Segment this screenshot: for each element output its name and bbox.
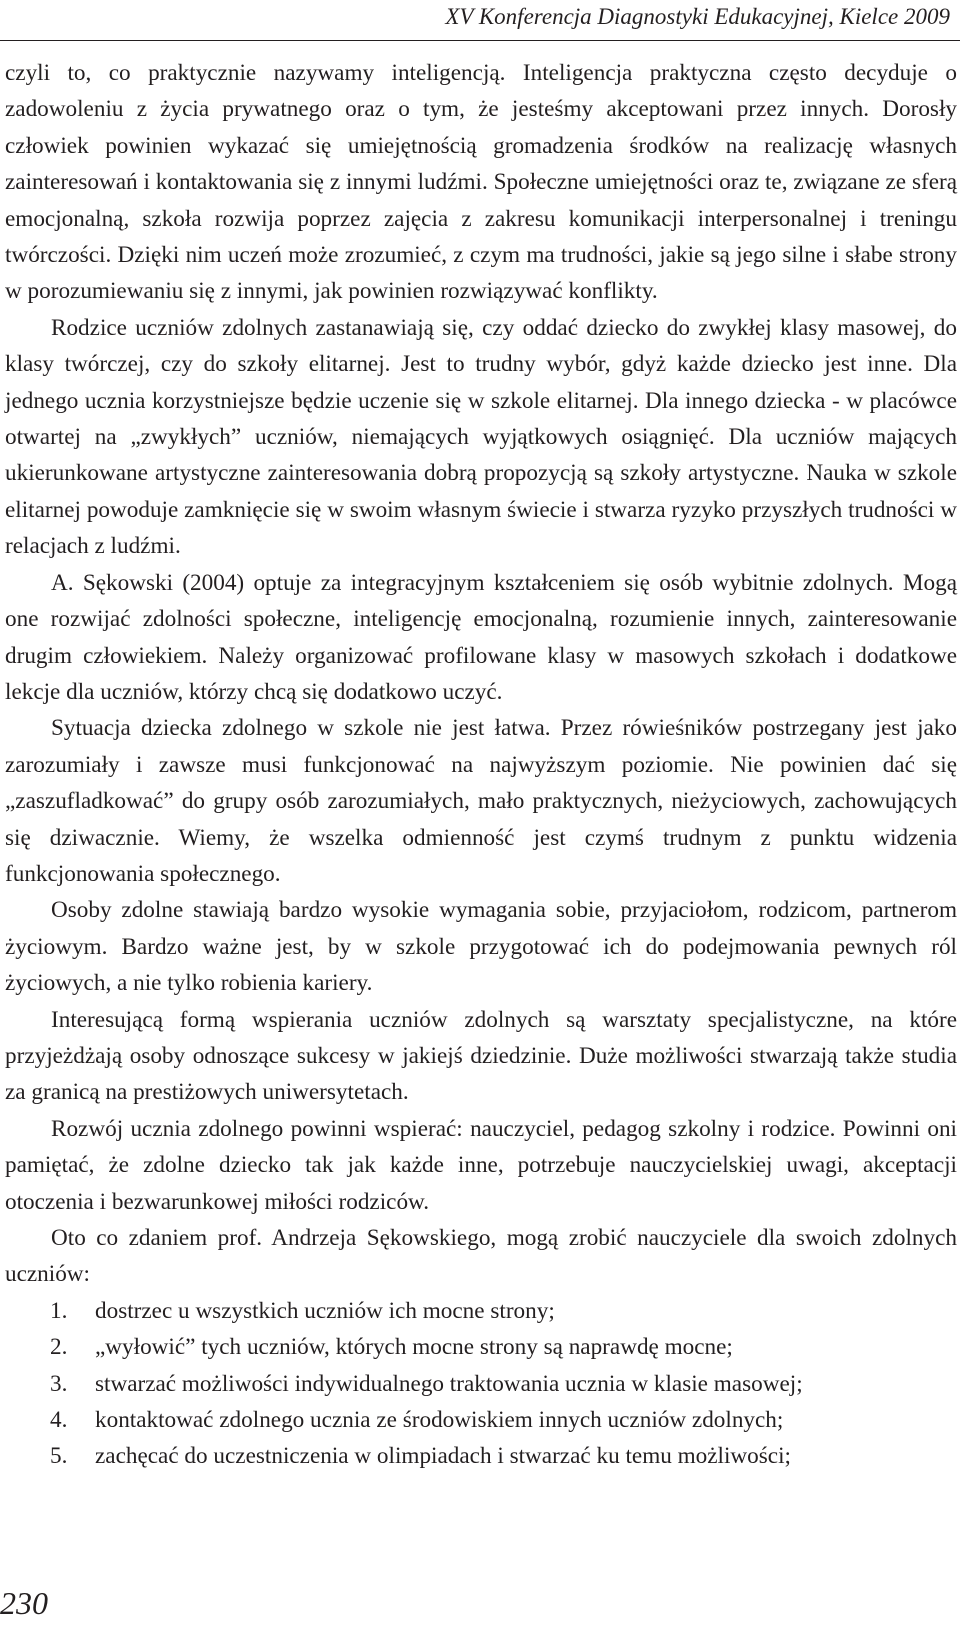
paragraph: Osoby zdolne stawiają bardzo wysokie wymagania sobie, przyjaciołom, rodzicom, partnerom życiowym. Bardzo ważne jest, by w szkole przygotować ich do podejmowania pewnych ról życiowych, a nie tylko robienia kariery. <box>5 897 957 997</box>
list-item-number: 2. <box>50 1334 68 1361</box>
paragraph: Interesującą formą wspierania uczniów zdolnych są warsztaty specjalistyczne, na które przyjeżdżają osoby odnoszące sukcesy w jakiejś dziedzinie. Duże możliwości stwarzają także studia za granicą na prestiżowych uniwersytetach. <box>5 1006 957 1106</box>
header-rule <box>0 40 960 41</box>
list-item <box>5 1329 957 1365</box>
list-item-number: 1. <box>50 1297 68 1324</box>
list-item <box>5 1402 957 1438</box>
list-item <box>5 1366 957 1402</box>
list-item-text: „wyłowić” tych uczniów, których mocne strony są naprawdę mocne; <box>95 1334 733 1361</box>
list-item-number: 4. <box>50 1407 68 1434</box>
list-item-text: zachęcać do uczestniczenia w olimpiadach i stwarzać ku temu możliwości; <box>95 1443 791 1470</box>
paragraph: czyli to, co praktycznie nazywamy inteligencją. Inteligencja praktyczna często decyduje o zadowoleniu z życia prywatnego oraz o tym, że jesteśmy akceptowani przez innych. Dorosły człowiek powinien wykazać się umiejętnością gromadzenia środków na realizację własnych zainteresowań i kontaktowania się z innymi ludźmi. Społeczne umiejętności oraz te, związane ze sferą emocjonalną, szkoła rozwija poprzez zajęcia z zakresu komunikacji interpersonalnej i treningu twórczości. Dzięki nim uczeń może zrozumieć, z czym ma trudności, jakie są jego silne i słabe strony w porozumiewaniu się z innymi, jak powinien rozwiązywać konflikty. <box>5 60 957 305</box>
running-header: XV Konferencja Diagnostyki Edukacyjnej, Kielce 2009 <box>445 4 950 29</box>
paragraph: Rodzice uczniów zdolnych zastanawiają się, czy oddać dziecko do zwykłej klasy masowej, do klasy twórczej, czy do szkoły elitarnej. Jest to trudny wybór, gdyż każde dziecko jest inne. Dla jednego ucznia korzystniejsze będzie uczenie się w szkole elitarnej. Dla innego dziecka - w placówce otwartej na „zwykłych” uczniów, niemających wyjątkowych osiągnięć. Dla uczniów mających ukierunkowane artystyczne zainteresowania dobrą propozycją są szkoły artystyczne. Nauka w szkole elitarnej powoduje zamknięcie się w swoim własnym świecie i stwarza ryzyko przyszłych trudności w relacjach z ludźmi. <box>5 314 957 560</box>
paragraph: Oto co zdaniem prof. Andrzeja Sękowskiego, mogą zrobić nauczyciele dla swoich zdolnych uczniów: <box>5 1225 957 1288</box>
numbered-list <box>5 1293 957 1475</box>
paragraph: Rozwój ucznia zdolnego powinni wspierać: nauczyciel, pedagog szkolny i rodzice. Powinni oni pamiętać, że zdolne dziecko tak jak każde inne, potrzebuje nauczycielskiej uwagi, akceptacji otoczenia i bezwarunkowej miłości rodziców. <box>5 1115 957 1215</box>
paragraph: Sytuacja dziecka zdolnego w szkole nie jest łatwa. Przez rówieśników postrzegany jest jako zarozumiały i zawsze musi funkcjonować na najwyższym poziomie. Nie powinien dać się „zaszufladkować” do grupy osób zarozumiałych, mało praktycznych, nieżyciowych, zachowujących się dziwacznie. Wiemy, że wszelka odmienność jest czymś trudnym z punktu widzenia funkcjonowania społecznego. <box>5 715 957 887</box>
list-item-number: 5. <box>50 1443 68 1470</box>
list-item <box>5 1293 957 1329</box>
list-item <box>5 1438 957 1474</box>
list-item-text: stwarzać możliwości indywidualnego traktowania ucznia w klasie masowej; <box>95 1370 803 1397</box>
page-number: 230 <box>0 1585 48 1621</box>
list-item-text: kontaktować zdolnego ucznia ze środowiskiem innych uczniów zdolnych; <box>95 1407 784 1434</box>
list-item-text: dostrzec u wszystkich uczniów ich mocne strony; <box>95 1297 555 1324</box>
paragraph: A. Sękowski (2004) optuje za integracyjnym kształceniem się osób wybitnie zdolnych. Mogą one rozwijać zdolności społeczne, inteligencję emocjonalną, rozumienie innych, zainteresowanie drugim człowiekiem. Należy organizować profilowane klasy w masowych szkołach i dodatkowe lekcje dla uczniów, którzy chcą się dodatkowo uczyć. <box>5 569 957 705</box>
list-item-number: 3. <box>50 1370 68 1397</box>
body-text <box>5 55 957 1475</box>
